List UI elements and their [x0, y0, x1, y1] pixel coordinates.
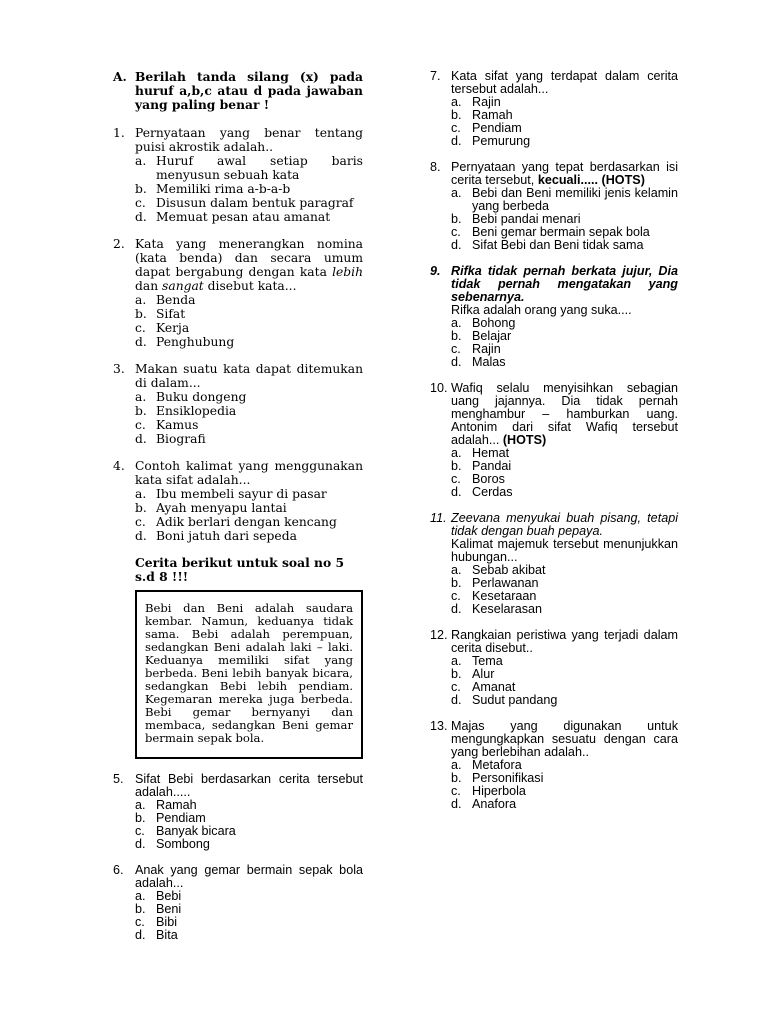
option-text: Ayah menyapu lantai — [156, 501, 287, 515]
option-letter: d. — [135, 529, 147, 543]
option-letter: c. — [451, 589, 461, 603]
answer-options — [135, 890, 363, 942]
stem-part: Wafiq selalu menyisihkan sebagian uang jajannya. Dia tidak pernah menghambur – hamburkan uang. Antonim dari sifat Wafiq tersebut adalah... — [451, 381, 678, 447]
option-text: Pandai — [472, 459, 512, 473]
answer-option[interactable] — [135, 501, 363, 515]
question-6 — [113, 864, 363, 942]
answer-option[interactable] — [451, 187, 678, 213]
option-letter: a. — [451, 563, 462, 577]
question-3 — [113, 362, 363, 446]
answer-option[interactable] — [135, 390, 363, 404]
answer-options — [451, 447, 678, 499]
option-text: Sombong — [156, 837, 210, 851]
question-number: 1. — [113, 126, 125, 140]
option-letter: d. — [451, 602, 462, 616]
option-text: Belajar — [472, 329, 512, 343]
answer-option[interactable] — [135, 929, 363, 942]
option-letter: c. — [451, 784, 461, 798]
question-number: 2. — [113, 237, 125, 251]
answer-option[interactable] — [135, 515, 363, 529]
option-letter: c. — [135, 824, 145, 838]
stem-part: dan — [135, 279, 163, 293]
question-1 — [113, 126, 363, 224]
option-text: Hemat — [472, 446, 510, 460]
stem-part: Kata yang menerangkan nomina (kata benda) dan secara umum dapat bergabung dengan kata — [135, 237, 363, 279]
option-letter: c. — [451, 472, 461, 486]
answer-option[interactable] — [135, 307, 363, 321]
question-number: 7. — [430, 69, 441, 83]
question-8 — [430, 161, 678, 252]
option-text: Cerdas — [472, 485, 513, 499]
option-text: Benda — [156, 293, 196, 307]
question-number: 12. — [430, 628, 448, 642]
option-text: Personifikasi — [472, 771, 544, 785]
option-letter: d. — [451, 134, 462, 148]
option-letter: b. — [135, 811, 146, 825]
option-text: Rajin — [472, 342, 501, 356]
option-letter: b. — [135, 182, 147, 196]
option-text: Beni — [156, 902, 182, 916]
question-number: 13. — [430, 719, 448, 733]
answer-option[interactable] — [135, 404, 363, 418]
answer-options — [135, 487, 363, 543]
option-letter: d. — [451, 355, 462, 369]
option-letter: a. — [135, 487, 147, 501]
question-number: 8. — [430, 160, 441, 174]
question-stem — [135, 237, 363, 293]
option-text: Ensiklopedia — [156, 404, 237, 418]
option-text: Bita — [156, 928, 178, 942]
question-stem: Rangkaian peristiwa yang terjadi dalam cerita disebut.. — [451, 628, 678, 655]
question-stem: Contoh kalimat yang menggunakan kata sifat adalah... — [135, 459, 363, 487]
option-text: Adik berlari dengan kencang — [156, 515, 337, 529]
option-text: Sudut pandang — [472, 693, 558, 707]
option-text: Beni gemar bermain sepak bola — [472, 225, 650, 239]
option-letter: a. — [135, 293, 147, 307]
option-letter: a. — [451, 758, 462, 772]
option-letter: a. — [451, 654, 462, 668]
option-letter: d. — [451, 693, 462, 707]
question-4 — [113, 459, 363, 543]
question-2 — [113, 237, 363, 349]
answer-option[interactable] — [451, 694, 678, 707]
option-letter: b. — [135, 307, 147, 321]
answer-option[interactable] — [451, 135, 678, 148]
question-stem: Sifat Bebi berdasarkan cerita tersebut adalah..... — [135, 772, 363, 799]
option-text: Huruf awal setiap baris menyusun sebuah kata — [156, 154, 363, 182]
question-number: 4. — [113, 459, 125, 473]
option-letter: a. — [135, 390, 147, 404]
option-text: Biografi — [156, 432, 206, 446]
question-number: 9. — [430, 264, 441, 278]
question-stem: Kata sifat yang terdapat dalam cerita tersebut adalah... — [451, 69, 678, 96]
stem-part: Pernyataan yang tepat berdasarkan isi cerita tersebut, — [451, 160, 678, 187]
answer-option[interactable] — [451, 356, 678, 369]
option-text: Kesetaraan — [472, 589, 537, 603]
option-letter: d. — [135, 432, 147, 446]
question-stem — [451, 382, 678, 447]
option-letter: a. — [135, 154, 147, 168]
option-text: Pemurung — [472, 134, 531, 148]
option-text: Pendiam — [472, 121, 522, 135]
question-number: 10. — [430, 381, 448, 395]
option-text: Keselarasan — [472, 602, 543, 616]
option-text: Ibu membeli sayur di pasar — [156, 487, 327, 501]
option-letter: b. — [451, 576, 462, 590]
option-letter: c. — [451, 121, 461, 135]
option-text: Hiperbola — [472, 784, 526, 798]
question-number: 11. — [430, 511, 447, 525]
stem-italic-word: lebih — [332, 265, 363, 279]
answer-options — [451, 317, 678, 369]
story-box: Bebi dan Beni adalah saudara kembar. Namun, keduanya tidak sama. Bebi adalah perempuan, sedangkan Beni adalah laki – laki. Keduanya memiliki sifat yang berbeda. Beni lebih banyak bicara, sedangkan Bebi lebih pendiam. Kegemaran mereka juga berbeda. Bebi gemar bernyanyi dan membaca, sedangkan Beni gemar bermain sepak bola. — [135, 590, 363, 759]
question-stem: Majas yang digunakan untuk mengungkapkan sesuatu dengan cara yang berlebihan adalah.. — [451, 719, 678, 759]
option-letter: b. — [451, 771, 462, 785]
question-11 — [430, 512, 678, 616]
option-letter: c. — [451, 680, 461, 694]
answer-options — [135, 293, 363, 349]
option-letter: b. — [135, 404, 147, 418]
question-12 — [430, 629, 678, 707]
option-text: Sebab akibat — [472, 563, 546, 577]
answer-options — [451, 96, 678, 148]
option-letter: d. — [451, 238, 462, 252]
left-column — [113, 70, 363, 955]
question-stem-context: Rifka tidak pernah berkata jujur, Dia tidak pernah mengatakan yang sebenarnya. — [451, 264, 678, 304]
option-text: Ramah — [472, 108, 513, 122]
option-letter: d. — [451, 797, 462, 811]
option-text: Bebi pandai menari — [472, 212, 581, 226]
option-letter: c. — [135, 418, 146, 432]
answer-option[interactable] — [135, 335, 363, 349]
answer-options — [135, 799, 363, 851]
answer-options — [451, 187, 678, 252]
answer-options — [135, 154, 363, 224]
hots-tag: (HOTS) — [502, 433, 547, 447]
option-text: Bibi — [156, 915, 177, 929]
answer-option[interactable] — [451, 486, 678, 499]
question-13 — [430, 720, 678, 811]
option-text: Memiliki rima a-b-a-b — [156, 182, 291, 196]
option-letter: c. — [135, 321, 146, 335]
option-text: Metafora — [472, 758, 522, 772]
option-text: Memuat pesan atau amanat — [156, 210, 331, 224]
answer-option[interactable] — [451, 603, 678, 616]
option-letter: d. — [135, 837, 146, 851]
question-stem-context: Zeevana menyukai buah pisang, tetapi tidak dengan buah pepaya. — [451, 511, 678, 538]
option-letter: d. — [135, 210, 147, 224]
option-letter: a. — [451, 316, 462, 330]
option-text: Bebi — [156, 889, 182, 903]
answer-option[interactable] — [135, 154, 363, 182]
answer-options — [451, 564, 678, 616]
option-letter: a. — [451, 186, 462, 200]
option-letter: a. — [135, 889, 146, 903]
option-letter: c. — [135, 915, 145, 929]
answer-option[interactable] — [135, 196, 363, 210]
question-stem — [451, 161, 678, 187]
option-text: Pendiam — [156, 811, 206, 825]
right-column — [430, 70, 678, 824]
option-letter: a. — [451, 95, 462, 109]
option-letter: a. — [135, 798, 146, 812]
option-text: Rajin — [472, 95, 501, 109]
question-stem: Makan suatu kata dapat ditemukan di dalam... — [135, 362, 363, 390]
option-text: Banyak bicara — [156, 824, 236, 838]
option-text: Penghubung — [156, 335, 235, 349]
option-letter: c. — [451, 342, 461, 356]
option-text: Ramah — [156, 798, 197, 812]
option-text: Amanat — [472, 680, 516, 694]
answer-option[interactable] — [135, 487, 363, 501]
option-letter: a. — [451, 446, 462, 460]
stem-italic-word: sangat — [162, 279, 204, 293]
option-text: Kerja — [156, 321, 190, 335]
hots-tag: (HOTS) — [601, 173, 645, 187]
question-5 — [113, 773, 363, 851]
question-stem: Pernyataan yang benar tentang puisi akrostik adalah.. — [135, 126, 363, 154]
option-letter: d. — [135, 335, 147, 349]
question-stem: Kalimat majemuk tersebut menunjukkan hubungan... — [451, 537, 678, 564]
stem-part: disebut kata... — [203, 279, 297, 293]
section-instruction: Berilah tanda silang (x) pada huruf a,b,c atau d pada jawaban yang paling benar ! — [135, 69, 363, 112]
option-text: Alur — [472, 667, 495, 681]
answer-options — [451, 759, 678, 811]
option-text: Boni jatuh dari sepeda — [156, 529, 297, 543]
question-stem: Anak yang gemar bermain sepak bola adalah... — [135, 863, 363, 890]
answer-option[interactable] — [451, 239, 678, 252]
section-letter: A. — [113, 69, 127, 84]
story-intro: Cerita berikut untuk soal no 5 s.d 8 !!! — [135, 555, 345, 584]
option-letter: b. — [451, 667, 462, 681]
answer-option[interactable] — [451, 798, 678, 811]
answer-option[interactable] — [135, 838, 363, 851]
answer-option[interactable] — [135, 293, 363, 307]
question-number: 3. — [113, 362, 125, 376]
option-letter: b. — [135, 501, 147, 515]
option-letter: c. — [451, 225, 461, 239]
option-letter: c. — [135, 196, 146, 210]
option-text: Boros — [472, 472, 505, 486]
option-text: Bohong — [472, 316, 516, 330]
option-letter: b. — [451, 212, 462, 226]
option-text: Tema — [472, 654, 503, 668]
question-10 — [430, 382, 678, 499]
option-text: Kamus — [156, 418, 199, 432]
option-text: Perlawanan — [472, 576, 539, 590]
option-text: Sifat Bebi dan Beni tidak sama — [472, 238, 644, 252]
answer-options — [135, 390, 363, 446]
answer-option[interactable] — [135, 321, 363, 335]
option-letter: d. — [451, 485, 462, 499]
answer-option[interactable] — [135, 432, 363, 446]
option-text: Sifat — [156, 307, 186, 321]
option-letter: b. — [451, 108, 462, 122]
section-heading — [113, 70, 363, 112]
option-letter: c. — [135, 515, 146, 529]
option-letter: d. — [135, 928, 146, 942]
question-7 — [430, 70, 678, 148]
option-letter: b. — [451, 459, 462, 473]
option-text: Disusun dalam bentuk paragraf — [156, 196, 354, 210]
option-letter: b. — [451, 329, 462, 343]
question-number: 5. — [113, 772, 124, 786]
answer-options — [451, 655, 678, 707]
option-letter: b. — [135, 902, 146, 916]
question-stem: Rifka adalah orang yang suka.... — [451, 303, 632, 317]
stem-bold-keyword: kecuali..... — [537, 173, 599, 187]
answer-option[interactable] — [135, 182, 363, 196]
question-number: 6. — [113, 863, 124, 877]
option-text: Anafora — [472, 797, 517, 811]
answer-option[interactable] — [135, 210, 363, 224]
option-text: Buku dongeng — [156, 390, 247, 404]
answer-option[interactable] — [135, 529, 363, 543]
option-text: Malas — [472, 355, 506, 369]
answer-option[interactable] — [135, 418, 363, 432]
question-9 — [430, 265, 678, 369]
option-text: Bebi dan Beni memiliki jenis kelamin yang berbeda — [472, 186, 678, 213]
